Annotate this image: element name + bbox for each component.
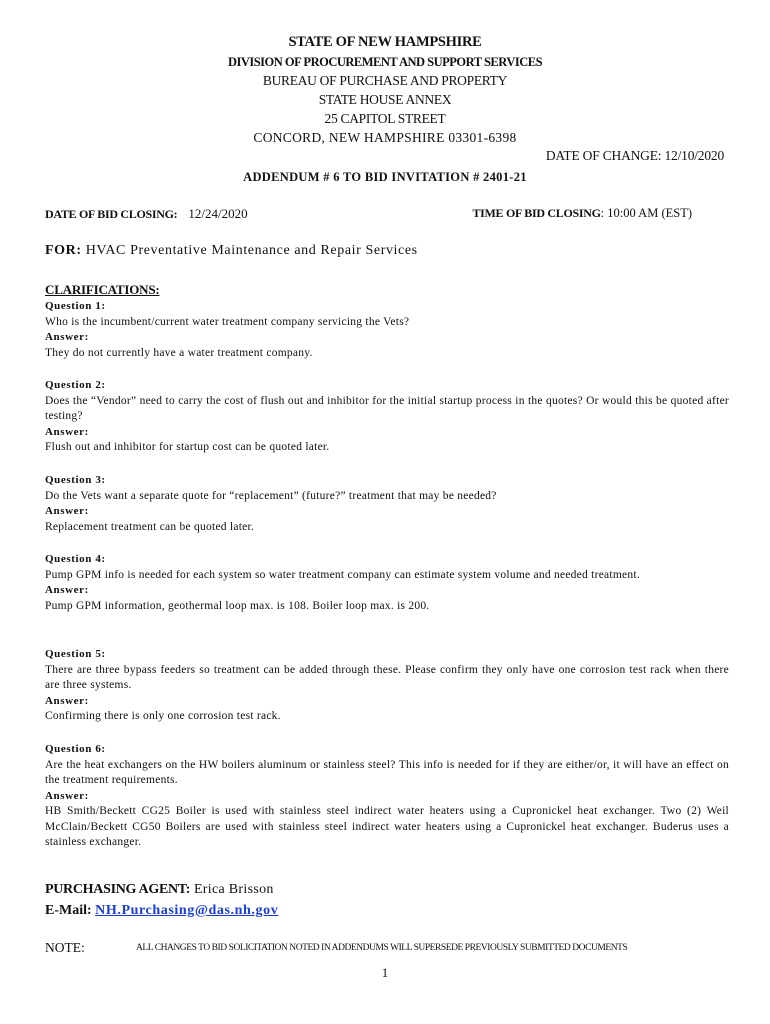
for-label: FOR:	[45, 243, 82, 258]
answer-label: Answer:	[45, 425, 89, 438]
question-text: Does the “Vendor” need to carry the cost of flush out and inhibitor for the initial startup process in the quotes? Or would this be quoted after testing?	[45, 394, 729, 422]
division-title: DIVISION OF PROCUREMENT AND SUPPORT SERVICES	[227, 55, 543, 69]
state-title: STATE OF NEW HAMPSHIRE	[288, 34, 482, 50]
question-label: Question 6:	[45, 743, 106, 755]
question-text: Are the heat exchangers on the HW boilers aluminum or stainless steel? This info is needed for if they are either/or, it will have an effect on the treatment requirements.	[45, 758, 729, 786]
question-label: Question 4:	[45, 553, 106, 565]
question-text: Pump GPM info is needed for each system so water treatment company can estimate system volume and needed treatment.	[45, 568, 640, 581]
question-label: Question 1:	[45, 300, 106, 312]
question-label: Question 3:	[45, 474, 106, 486]
question-block-5	[45, 647, 729, 725]
bureau-title: BUREAU OF PURCHASE AND PROPERTY	[262, 73, 508, 88]
bid-closing-time-value: : 10:00 AM (EST)	[600, 206, 692, 220]
email-label: E-Mail:	[45, 903, 92, 918]
bid-closing-date-value: 12/24/2020	[188, 206, 248, 221]
purchasing-agent	[45, 882, 274, 898]
answer-label: Answer:	[45, 331, 89, 343]
answer-label: Answer:	[45, 584, 89, 596]
question-block-6	[45, 742, 729, 851]
answer-text: Replacement treatment can be quoted later.	[45, 520, 255, 533]
clarifications-heading: CLARIFICATIONS:	[45, 282, 160, 297]
bid-closing-time	[472, 206, 692, 221]
question-text: Do the Vets want a separate quote for “replacement” (future?” treatment that may be needed?	[45, 489, 497, 502]
answer-label: Answer:	[45, 505, 89, 517]
annex-line: STATE HOUSE ANNEX	[318, 92, 452, 107]
bid-closing-time-label: TIME OF BID CLOSING	[472, 206, 601, 220]
for-line	[45, 243, 418, 259]
purchasing-email	[45, 903, 278, 919]
answer-label: Answer:	[45, 694, 89, 707]
purchasing-agent-name: Erica Brisson	[190, 882, 274, 897]
question-label: Question 5:	[45, 648, 106, 660]
answer-text: They do not currently have a water treatment company.	[45, 346, 313, 359]
bid-closing-date-label: DATE OF BID CLOSING:	[45, 207, 178, 221]
email-link[interactable]: NH.Purchasing@das.nh.gov	[95, 903, 279, 918]
answer-text: Pump GPM information, geothermal loop max. is 108. Boiler loop max. is 200.	[45, 599, 430, 612]
purchasing-agent-label: PURCHASING AGENT:	[45, 882, 191, 897]
note-label: NOTE:	[45, 940, 85, 955]
street-line: 25 CAPITOL STREET	[324, 111, 446, 126]
answer-text: Confirming there is only one corrosion test rack.	[45, 710, 281, 722]
page-number: 1	[381, 965, 389, 980]
for-value: HVAC Preventative Maintenance and Repair Services	[81, 243, 418, 258]
note-text: ALL CHANGES TO BID SOLICITATION NOTED IN ADDENDUMS WILL SUPERSEDE PREVIOUSLY SUBMITTED DOCUMENTS	[136, 943, 628, 953]
question-block-3	[45, 473, 729, 535]
question-text: There are three bypass feeders so treatment can be added through these. Please confirm they only have one corrosion test rack when there are three systems.	[45, 663, 729, 691]
question-text: Who is the incumbent/current water treatment company servicing the Vets?	[45, 315, 410, 328]
bid-closing-date	[45, 206, 248, 222]
answer-text: Flush out and inhibitor for startup cost can be quoted later.	[45, 441, 330, 453]
date-of-change: DATE OF CHANGE: 12/10/2020	[545, 148, 724, 163]
question-label: Question 2:	[45, 379, 106, 391]
city-line: CONCORD, NEW HAMPSHIRE 03301-6398	[253, 130, 517, 145]
question-block-1	[45, 299, 729, 361]
question-block-2	[45, 378, 729, 456]
answer-label: Answer:	[45, 789, 89, 802]
addendum-title: ADDENDUM # 6 TO BID INVITATION # 2401-21	[243, 170, 527, 184]
question-block-4	[45, 552, 729, 614]
answer-text: HB Smith/Beckett CG25 Boiler is used with stainless steel indirect water heaters using a Cupronickel heat exchanger. Two (2) Weil McClain/Beckett CG50 Boilers are used with stainless steel indirect water heaters using a Cupronickel heat exchanger. Buderus uses a stainless exchanger.	[45, 805, 729, 848]
